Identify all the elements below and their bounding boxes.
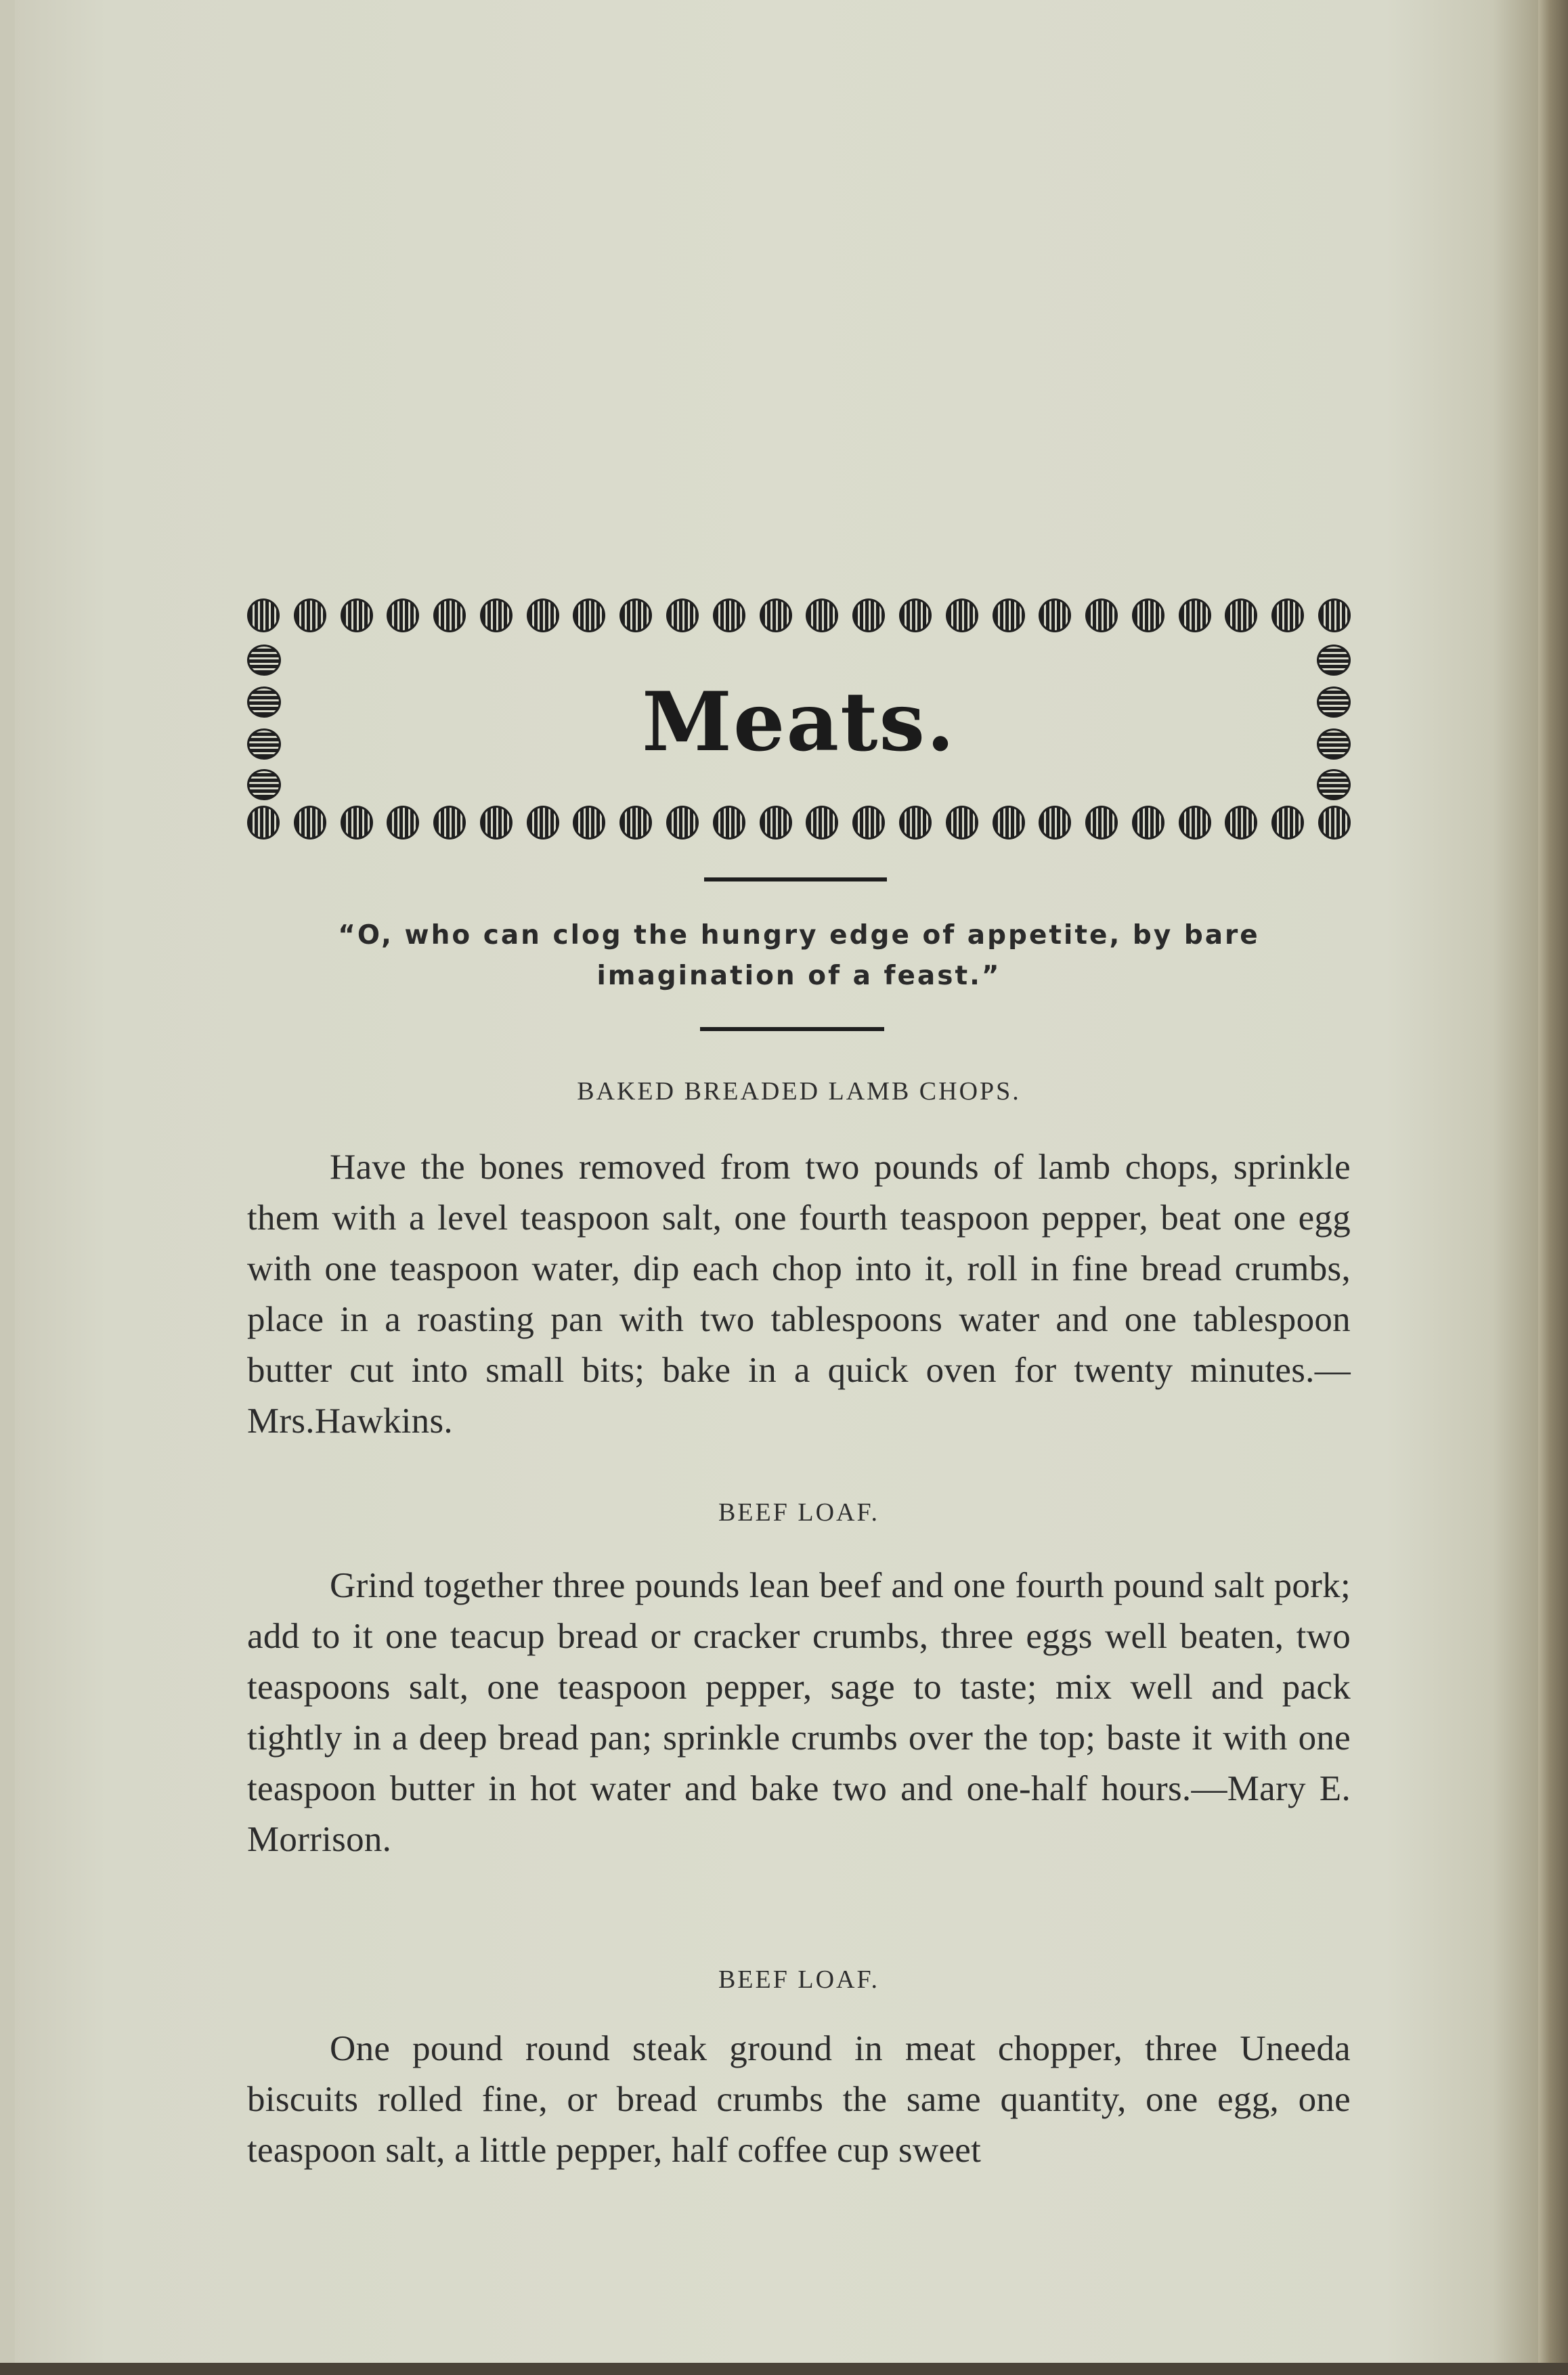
ornament-shell [993, 598, 1025, 632]
ornament-shell [1179, 598, 1211, 632]
ornament-shell [1179, 806, 1211, 840]
recipe-heading: BEEF LOAF. [718, 1965, 880, 1994]
page-edge-bottom [0, 2363, 1568, 2375]
ornament-shell [1132, 598, 1164, 632]
ornament-shell [760, 598, 792, 632]
page-edge-right [1538, 0, 1568, 2375]
ornament-shell [1225, 598, 1257, 632]
ornament-shell [480, 598, 513, 632]
ornament-shell [294, 598, 326, 632]
recipe-body: Have the bones removed from two pounds of lamb chops, sprinkle them with a level teaspoon salt, one fourth teaspoon pepper, beat one egg with one teaspoon water, dip each chop into it, roll in fine bread crumbs, place in a roasting pan with two tablespoons water and one tablespoon butter cut into small bits; bake in a quick oven for twenty minutes.—Mrs.Hawkins. [247, 1148, 1351, 1441]
ornament-shell [433, 598, 466, 632]
ornament-shell [247, 769, 281, 800]
ornament-shell [247, 598, 280, 632]
ornament-shell [760, 806, 792, 840]
ornament-shell [899, 598, 932, 632]
ornament-shell [294, 806, 326, 840]
ornament-shell [899, 806, 932, 840]
ornament-shell [1085, 806, 1118, 840]
ornament-shell [247, 806, 280, 840]
ornament-shell [1039, 806, 1071, 840]
ornament-shell [387, 806, 419, 840]
ornament-shell [993, 806, 1025, 840]
epigraph-quote: “O, who can clog the hungry edge of appetite, by bare imagination of a feast.” [338, 920, 1260, 991]
ornament-shell [1318, 806, 1351, 840]
divider-rule-top [704, 877, 887, 881]
ornament-shell [573, 598, 605, 632]
ornament-shell [946, 598, 978, 632]
title-ornament-frame [247, 598, 1351, 840]
ornament-shell [619, 806, 652, 840]
ornament-shell [527, 806, 559, 840]
ornament-shell [1317, 645, 1351, 676]
ornament-shell [433, 806, 466, 840]
ornament-shell [946, 806, 978, 840]
ornament-shell [713, 598, 745, 632]
recipe-heading: BEEF LOAF. [718, 1498, 880, 1527]
ornament-shell [480, 806, 513, 840]
ornament-shell [247, 645, 281, 676]
divider-rule-bottom [700, 1027, 884, 1031]
ornament-shell [573, 806, 605, 840]
ornament-shell [1132, 806, 1164, 840]
ornament-shell [1085, 598, 1118, 632]
ornament-shell [852, 806, 885, 840]
ornament-shell [806, 806, 838, 840]
ornament-shell [806, 598, 838, 632]
ornament-shell [1271, 806, 1304, 840]
ornament-shell [713, 806, 745, 840]
ornament-shell [1317, 769, 1351, 800]
recipe-heading: BAKED BREADED LAMB CHOPS. [577, 1077, 1021, 1106]
ornament-shell [852, 598, 885, 632]
ornament-shell [1318, 598, 1351, 632]
ornament-shell [341, 806, 373, 840]
recipe-body: One pound round steak ground in meat chopper, three Uneeda biscuits rolled fine, or bread crumbs the same quantity, one egg, one teaspoon salt, a little pepper, half coffee cup sweet [247, 2029, 1351, 2170]
ornament-shell [1271, 598, 1304, 632]
ornament-shell [387, 598, 419, 632]
ornament-shell [619, 598, 652, 632]
ornament-shell [527, 598, 559, 632]
ornament-shell [666, 598, 699, 632]
recipe-body: Grind together three pounds lean beef and one fourth pound salt pork; add to it one teacup bread or cracker crumbs, three eggs well beaten, two teaspoons salt, one teaspoon pepper, sage to taste; mix well and pack tightly in a deep bread pan; sprinkle crumbs over the top; baste it with one teaspoon butter in hot water and bake two and one-half hours.—Mary E. Morrison. [247, 1566, 1351, 1859]
ornament-shell [341, 598, 373, 632]
ornament-shell [1039, 598, 1071, 632]
ornament-shell [666, 806, 699, 840]
section-title: Meats. [642, 674, 956, 770]
ornament-shell [1225, 806, 1257, 840]
